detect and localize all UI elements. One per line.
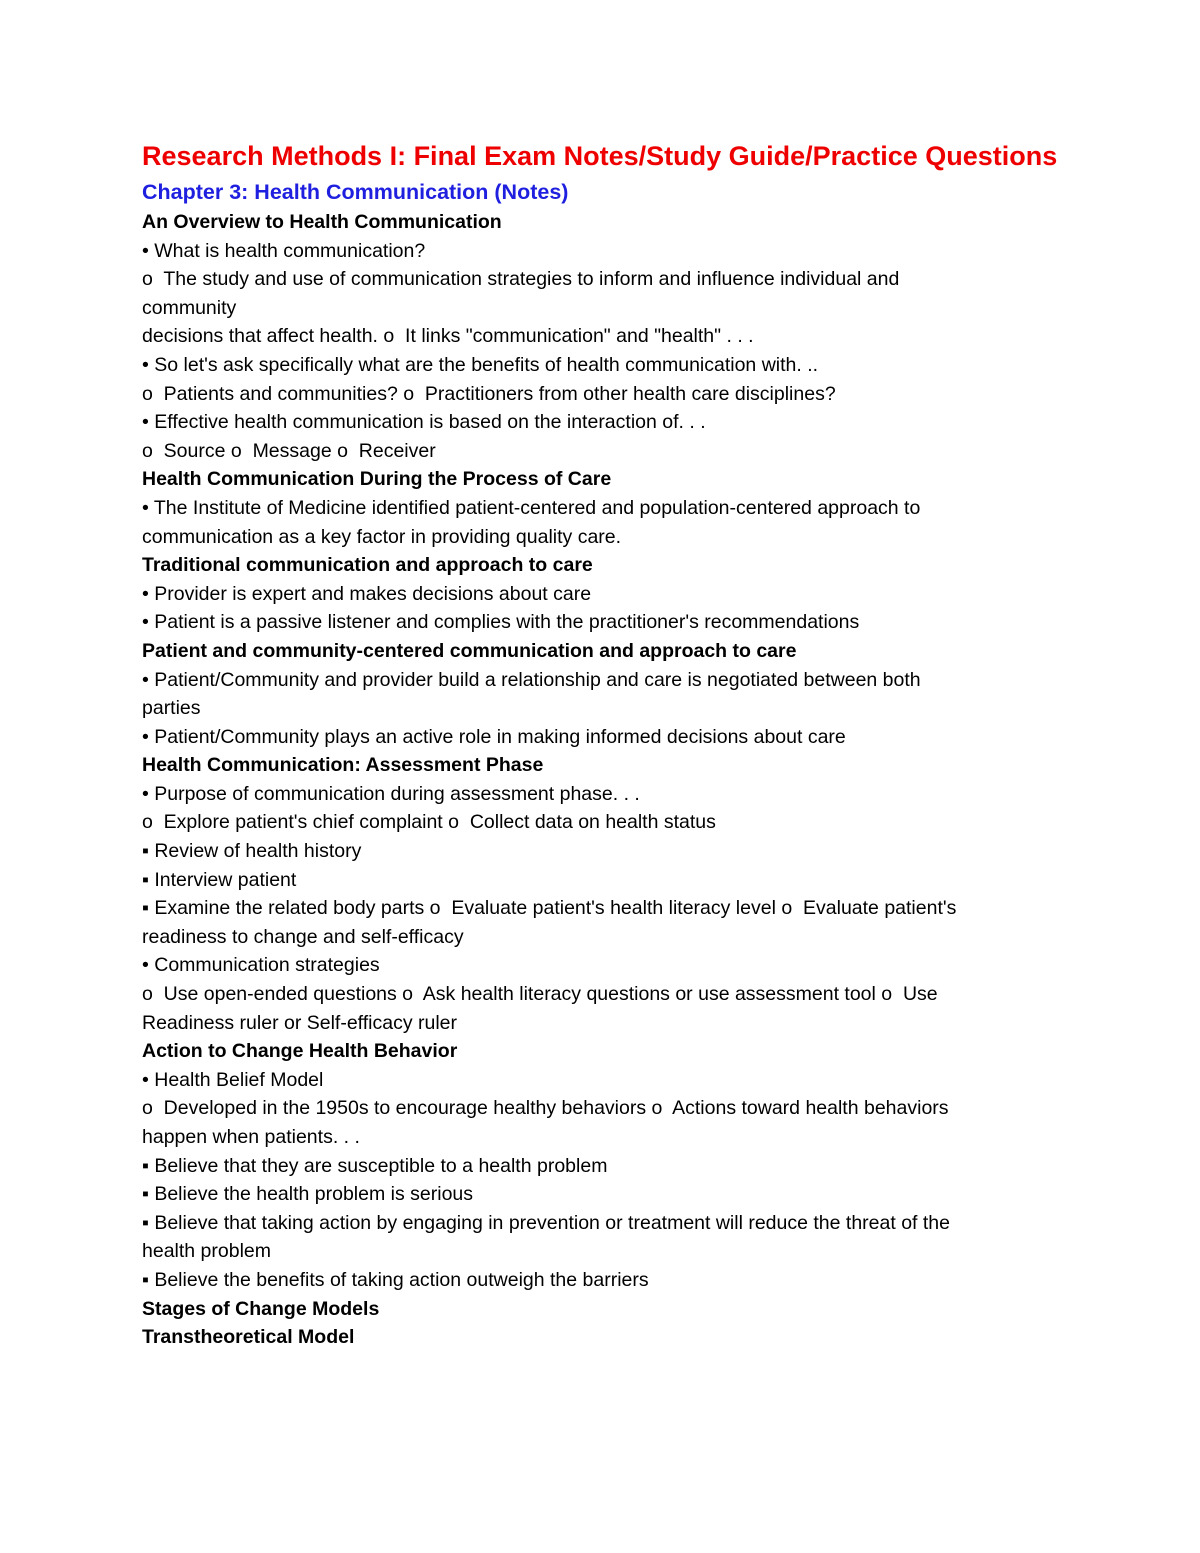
note-line: • Patient/Community plays an active role in making informed decisions about care xyxy=(142,725,846,748)
section-heading: Transtheoretical Model xyxy=(142,1326,355,1349)
section-heading: Health Communication: Assessment Phase xyxy=(142,754,544,777)
note-line: • What is health communication? xyxy=(142,239,426,262)
note-line: o The study and use of communication strategies to inform and influence individual and xyxy=(142,268,900,291)
notes-body xyxy=(142,208,1062,1352)
note-line: ▪ Believe the health problem is serious xyxy=(142,1183,474,1206)
note-line: • Patient is a passive listener and complies with the practitioner's recommendations xyxy=(142,611,860,634)
note-line: happen when patients. . . xyxy=(142,1126,360,1148)
note-line: community xyxy=(142,296,237,319)
note-line: • Communication strategies xyxy=(142,954,380,977)
note-line: • So let's ask specifically what are the benefits of health communication with. .. xyxy=(142,353,819,376)
note-line: decisions that affect health. o It links "communication" and "health" . . . xyxy=(142,325,754,348)
note-line: parties xyxy=(142,697,201,720)
section-heading: Traditional communication and approach to care xyxy=(142,554,593,577)
note-line: o Explore patient's chief complaint o Collect data on health status xyxy=(142,811,716,834)
note-line: • Patient/Community and provider build a relationship and care is negotiated between both xyxy=(142,668,921,691)
document-title: Research Methods I: Final Exam Notes/Study Guide/Practice Questions xyxy=(142,141,1058,171)
section-heading: Action to Change Health Behavior xyxy=(142,1040,458,1063)
document-page xyxy=(142,138,1062,1352)
note-line: • Effective health communication is based on the interaction of. . . xyxy=(142,411,706,434)
note-line: o Developed in the 1950s to encourage healthy behaviors o Actions toward health behaviors xyxy=(142,1097,949,1120)
note-line: ▪ Interview patient xyxy=(142,868,297,891)
note-line: o Use open-ended questions o Ask health literacy questions or use assessment tool o Use xyxy=(142,983,938,1006)
section-heading: Health Communication During the Process of Care xyxy=(142,468,612,491)
note-line: ▪ Believe that taking action by engaging in prevention or treatment will reduce the threat of the xyxy=(142,1211,950,1234)
chapter-heading: Chapter 3: Health Communication (Notes) xyxy=(142,180,569,204)
note-line: readiness to change and self-efficacy xyxy=(142,925,464,948)
note-line: • Provider is expert and makes decisions about care xyxy=(142,582,592,605)
note-line: • The Institute of Medicine identified patient-centered and population-centered approach to xyxy=(142,496,921,519)
note-line: health problem xyxy=(142,1240,271,1263)
note-line: o Source o Message o Receiver xyxy=(142,439,436,462)
note-line: ▪ Examine the related body parts o Evaluate patient's health literacy level o Evaluate patient's xyxy=(142,897,957,920)
section-heading: Patient and community-centered communication and approach to care xyxy=(142,639,797,662)
section-heading: Stages of Change Models xyxy=(142,1297,380,1320)
note-line: • Purpose of communication during assessment phase. . . xyxy=(142,782,640,805)
section-heading: An Overview to Health Communication xyxy=(142,211,502,233)
note-line: o Patients and communities? o Practitioners from other health care disciplines? xyxy=(142,382,836,405)
note-line: ▪ Review of health history xyxy=(142,840,362,863)
note-line: ▪ Believe the benefits of taking action outweigh the barriers xyxy=(142,1268,649,1291)
note-line: • Health Belief Model xyxy=(142,1068,324,1091)
note-line: Readiness ruler or Self-efficacy ruler xyxy=(142,1011,458,1034)
note-line: communication as a key factor in providing quality care. xyxy=(142,525,622,548)
note-line: ▪ Believe that they are susceptible to a health problem xyxy=(142,1154,608,1177)
